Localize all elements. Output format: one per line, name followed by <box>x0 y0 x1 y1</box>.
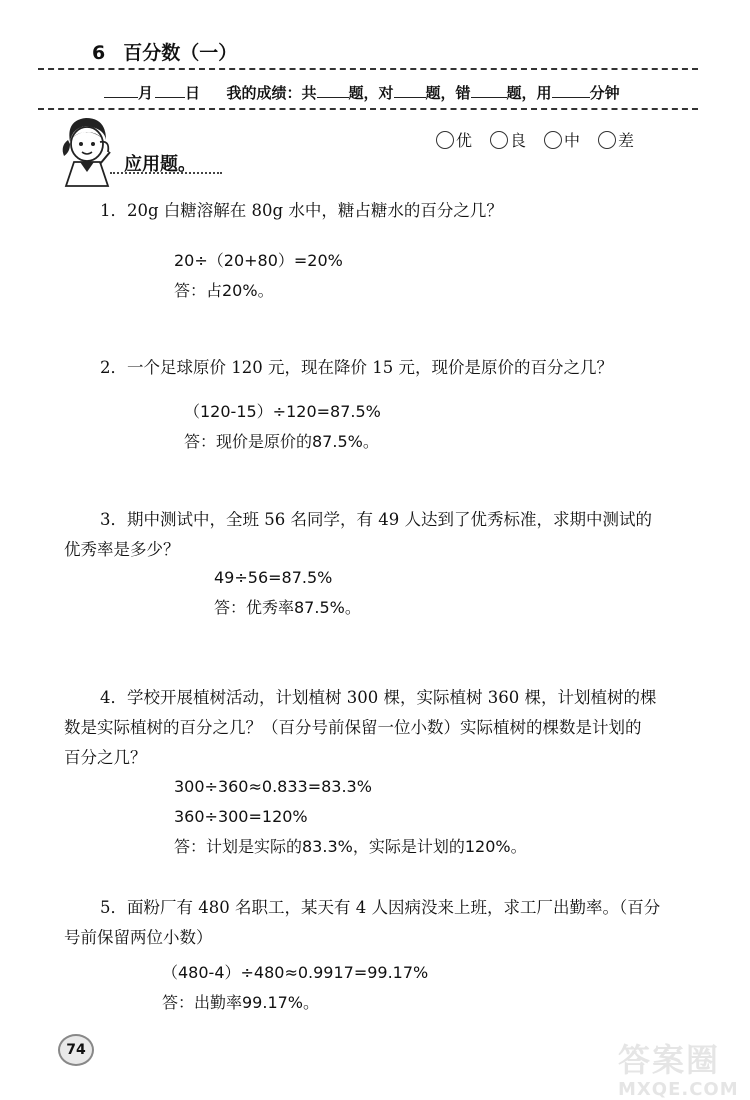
question-line: 4．学校开展植树活动，计划植树 300 棵，实际植树 360 棵，计划植树的棵 <box>100 688 657 707</box>
answer-line: 答：计划是实际的83.3%，实际是计划的120%。 <box>174 837 527 856</box>
month-blank <box>104 83 138 98</box>
rating-circle-icon <box>436 131 454 149</box>
question-line: 2．一个足球原价 120 元，现在降价 15 元，现价是原价的百分之几？ <box>100 358 613 377</box>
question-5-answer <box>162 958 428 1018</box>
page-number: 74 <box>58 1034 94 1066</box>
answer-line: 答：优秀率87.5%。 <box>214 598 361 617</box>
question-line: 5．面粉厂有 480 名职工，某天有 4 人因病没来上班，求工厂出勤率。（百分 <box>100 898 661 917</box>
answer-line: 答：占20%。 <box>174 281 274 300</box>
rating-option-poor[interactable] <box>598 128 634 151</box>
question-line: 百分之几？ <box>64 748 147 767</box>
watermark-logo <box>618 1035 739 1100</box>
answer-line: （480-4）÷480≈0.9917=99.17% <box>162 963 429 982</box>
question-4-answer <box>174 772 527 862</box>
question-1-answer <box>174 246 343 306</box>
chapter-name: 百分数（一） <box>123 42 238 64</box>
question-line: 优秀率是多少？ <box>64 540 180 559</box>
answer-line: 答：出勤率99.17%。 <box>162 993 320 1012</box>
time-blank <box>552 83 590 98</box>
rating-option-average[interactable] <box>544 128 580 151</box>
question-1-text <box>100 196 503 226</box>
score-total-word: 题，对 <box>348 84 394 102</box>
section-underline <box>110 172 222 174</box>
question-line: 3．期中测试中，全班 56 名同学，有 49 人达到了优秀标准，求期中测试的 <box>100 510 652 529</box>
question-2-text <box>100 353 613 383</box>
header-divider-top <box>38 68 698 70</box>
answer-line: 20÷（20+80）=20% <box>174 251 343 270</box>
month-label: 月 <box>138 84 154 102</box>
rating-options <box>436 128 634 151</box>
score-time-word: 分钟 <box>589 84 620 102</box>
chapter-title <box>92 38 255 65</box>
question-4-text <box>64 683 700 773</box>
header-divider-bottom <box>38 108 698 110</box>
rating-label: 优 <box>456 131 473 150</box>
day-blank <box>155 83 185 98</box>
rating-circle-icon <box>544 131 562 149</box>
day-label: 日 <box>185 84 201 102</box>
score-wrong-word: 题，用 <box>506 84 552 102</box>
rating-label: 中 <box>564 131 581 150</box>
chapter-number: 6 <box>92 42 106 64</box>
answer-line: 360÷300=120% <box>174 807 308 826</box>
score-line <box>104 82 620 103</box>
question-line: 1．20g 白糖溶解在 80g 水中，糖占糖水的百分之几？ <box>100 201 503 220</box>
question-3-answer <box>214 563 361 623</box>
watermark-text: 答案圈 <box>618 1041 721 1079</box>
answer-line: 300÷360≈0.833=83.3% <box>174 777 372 796</box>
section-label: 应用题。 <box>124 154 196 175</box>
question-line: 号前保留两位小数） <box>64 928 213 947</box>
rating-circle-icon <box>490 131 508 149</box>
question-3-text <box>64 505 700 565</box>
score-right-word: 题，错 <box>425 84 471 102</box>
rating-label: 差 <box>618 131 635 150</box>
rating-circle-icon <box>598 131 616 149</box>
student-mascot-icon <box>56 112 118 192</box>
score-prefix: 我的成绩：共 <box>226 84 317 102</box>
rating-option-excellent[interactable] <box>436 128 472 151</box>
rating-label: 良 <box>510 131 527 150</box>
watermark-url: MXQE.COM <box>618 1079 739 1100</box>
question-2-answer <box>184 397 381 457</box>
question-5-text <box>64 893 700 953</box>
right-blank <box>394 83 426 98</box>
wrong-blank <box>471 83 507 98</box>
total-blank <box>317 83 349 98</box>
answer-line: （120-15）÷120=87.5% <box>184 402 381 421</box>
rating-option-good[interactable] <box>490 128 526 151</box>
question-line: 数是实际植树的百分之几？（百分号前保留一位小数）实际植树的棵数是计划的 <box>64 718 642 737</box>
answer-line: 49÷56=87.5% <box>214 568 333 587</box>
answer-line: 答：现价是原价的87.5%。 <box>184 432 379 451</box>
